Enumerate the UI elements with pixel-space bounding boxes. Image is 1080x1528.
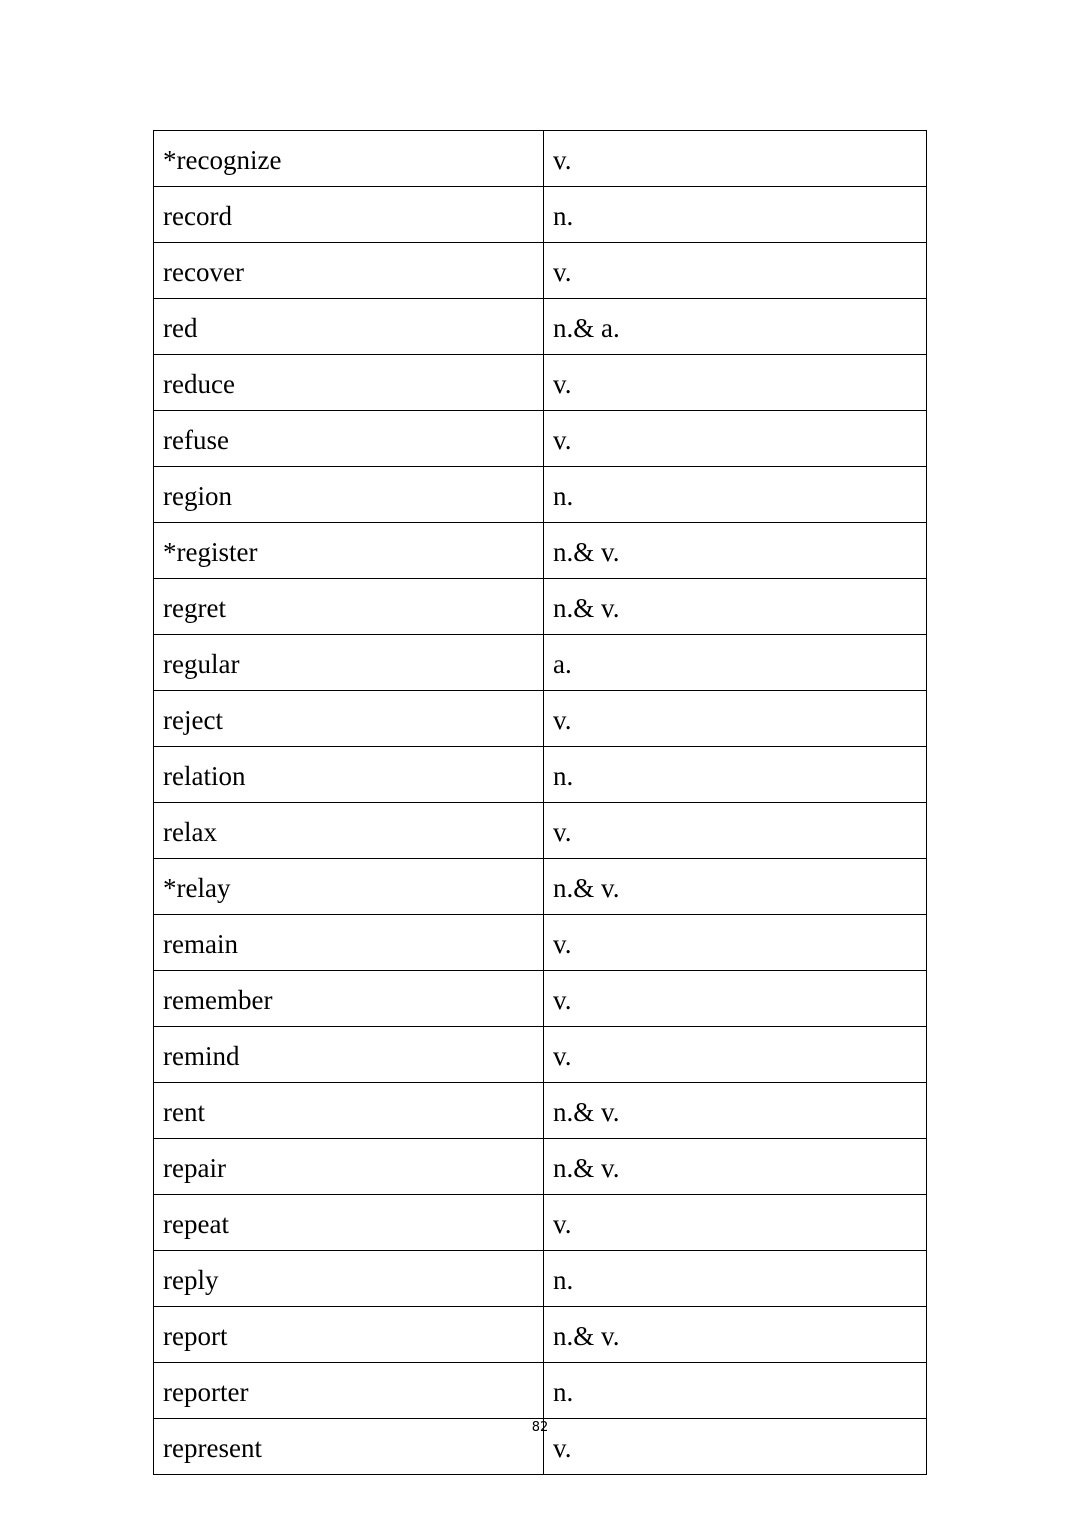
part-of-speech-cell: v. xyxy=(544,691,927,747)
table-row xyxy=(154,523,927,579)
part-of-speech-cell: n. xyxy=(544,1251,927,1307)
table-row xyxy=(154,803,927,859)
table-row xyxy=(154,243,927,299)
word-cell: reporter xyxy=(154,1363,544,1419)
part-of-speech-cell: v. xyxy=(544,1419,927,1475)
part-of-speech-cell: v. xyxy=(544,915,927,971)
word-cell: reject xyxy=(154,691,544,747)
table-row xyxy=(154,187,927,243)
part-of-speech-cell: n.& v. xyxy=(544,1083,927,1139)
word-cell: *register xyxy=(154,523,544,579)
table-row xyxy=(154,1307,927,1363)
table-row xyxy=(154,467,927,523)
vocabulary-table-body xyxy=(154,131,927,1475)
part-of-speech-cell: v. xyxy=(544,1195,927,1251)
part-of-speech-cell: v. xyxy=(544,971,927,1027)
table-row xyxy=(154,1083,927,1139)
word-cell: report xyxy=(154,1307,544,1363)
word-cell: remember xyxy=(154,971,544,1027)
word-cell: represent xyxy=(154,1419,544,1475)
word-cell: repeat xyxy=(154,1195,544,1251)
table-row xyxy=(154,859,927,915)
part-of-speech-cell: n. xyxy=(544,747,927,803)
part-of-speech-cell: v. xyxy=(544,243,927,299)
table-row xyxy=(154,1195,927,1251)
part-of-speech-cell: a. xyxy=(544,635,927,691)
word-cell: *relay xyxy=(154,859,544,915)
part-of-speech-cell: v. xyxy=(544,131,927,187)
part-of-speech-cell: n.& v. xyxy=(544,1307,927,1363)
word-cell: relax xyxy=(154,803,544,859)
word-cell: relation xyxy=(154,747,544,803)
table-row xyxy=(154,1139,927,1195)
part-of-speech-cell: n.& v. xyxy=(544,859,927,915)
table-row xyxy=(154,411,927,467)
part-of-speech-cell: n. xyxy=(544,187,927,243)
part-of-speech-cell: v. xyxy=(544,1027,927,1083)
part-of-speech-cell: n.& v. xyxy=(544,579,927,635)
table-row xyxy=(154,691,927,747)
word-cell: rent xyxy=(154,1083,544,1139)
word-cell: regular xyxy=(154,635,544,691)
word-cell: remind xyxy=(154,1027,544,1083)
word-cell: region xyxy=(154,467,544,523)
word-cell: regret xyxy=(154,579,544,635)
table-row xyxy=(154,1027,927,1083)
table-row xyxy=(154,1363,927,1419)
word-cell: repair xyxy=(154,1139,544,1195)
table-row xyxy=(154,971,927,1027)
table-row xyxy=(154,1251,927,1307)
page-number: 82 xyxy=(531,1420,549,1435)
part-of-speech-cell: n.& v. xyxy=(544,523,927,579)
table-row xyxy=(154,635,927,691)
word-cell: refuse xyxy=(154,411,544,467)
table-row xyxy=(154,299,927,355)
word-cell: record xyxy=(154,187,544,243)
part-of-speech-cell: n. xyxy=(544,467,927,523)
word-cell: *recognize xyxy=(154,131,544,187)
part-of-speech-cell: v. xyxy=(544,411,927,467)
word-cell: red xyxy=(154,299,544,355)
part-of-speech-cell: n. xyxy=(544,1363,927,1419)
part-of-speech-cell: v. xyxy=(544,355,927,411)
part-of-speech-cell: n.& a. xyxy=(544,299,927,355)
table-row xyxy=(154,915,927,971)
table-row xyxy=(154,747,927,803)
word-cell: remain xyxy=(154,915,544,971)
table-row xyxy=(154,579,927,635)
table-row xyxy=(154,131,927,187)
vocabulary-table xyxy=(153,130,927,1475)
table-row xyxy=(154,355,927,411)
word-cell: recover xyxy=(154,243,544,299)
word-cell: reply xyxy=(154,1251,544,1307)
part-of-speech-cell: v. xyxy=(544,803,927,859)
word-cell: reduce xyxy=(154,355,544,411)
part-of-speech-cell: n.& v. xyxy=(544,1139,927,1195)
